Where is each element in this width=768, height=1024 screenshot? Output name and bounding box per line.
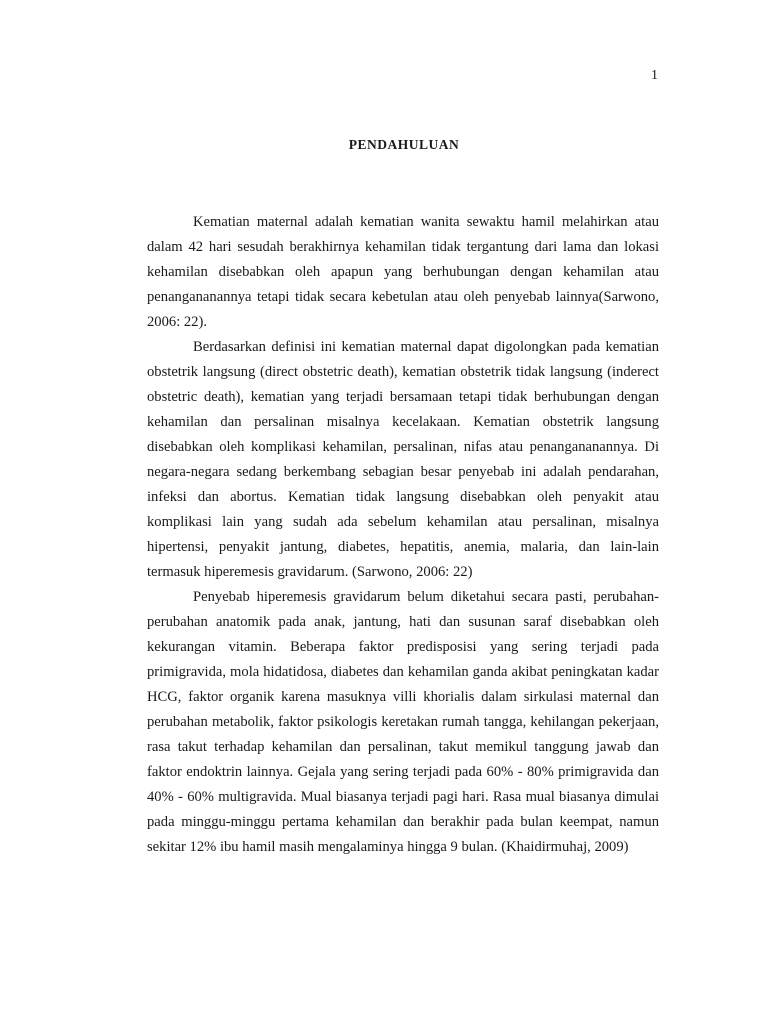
- document-body: [147, 210, 659, 860]
- page-number: 1: [651, 68, 658, 83]
- page-title: PENDAHULUAN: [348, 137, 460, 152]
- paragraph-maternal-death-definition: Kematian maternal adalah kematian wanita sewaktu hamil melahirkan atau dalam 42 hari sesudah berakhirnya kehamilan tidak tergantung dari lama dan lokasi kehamilan disebabkan oleh apapun yang berhubungan dengan kehamilan atau penangananannya tetapi tidak secara kebetulan atau oleh penyebab lainnya(Sarwono, 2006: 22).: [147, 214, 659, 330]
- paragraph-hyperemesis-causes: Penyebab hiperemesis gravidarum belum diketahui secara pasti, perubahan-perubahan anatomik pada anak, jantung, hati dan susunan saraf disebabkan oleh kekurangan vitamin. Beberapa faktor predisposisi yang sering terjadi pada primigravida, mola hidatidosa, diabetes dan kehamilan ganda akibat peningkatan kadar HCG, faktor organik karena masuknya villi khorialis dalam sirkulasi maternal dan perubahan metabolik, faktor psikologis keretakan rumah tangga, kehilangan pekerjaan, rasa takut terhadap kehamilan dan persalinan, takut memikul tanggung jawab dan faktor endoktrin lainnya. Gejala yang sering terjadi pada 60% - 80% primigravida dan 40% - 60% multigravida. Mual biasanya terjadi pagi hari. Rasa mual biasanya dimulai pada minggu-minggu pertama kehamilan dan berakhir pada bulan keempat, namun sekitar 12% ibu hamil masih mengalaminya hingga 9 bulan. (Khaidirmuhaj, 2009): [147, 589, 659, 855]
- paragraph-maternal-death-classification: Berdasarkan definisi ini kematian maternal dapat digolongkan pada kematian obstetrik langsung (direct obstetric death), kematian obstetrik tidak langsung (inderect obstetric death), kematian yang terjadi bersamaan tetapi tidak berhubungan dengan kehamilan dan persalinan misalnya kecelakaan. Kematian obstetrik langsung disebabkan oleh komplikasi kehamilan, persalinan, nifas atau penangananannya. Di negara-negara sedang berkembang sebagian besar penyebab ini adalah pendarahan, infeksi dan abortus. Kematian tidak langsung disebabkan oleh penyakit atau komplikasi lain yang sudah ada sebelum kehamilan atau persalinan, misalnya hipertensi, penyakit jantung, diabetes, hepatitis, anemia, malaria, dan lain-lain termasuk hiperemesis gravidarum. (Sarwono, 2006: 22): [147, 339, 659, 580]
